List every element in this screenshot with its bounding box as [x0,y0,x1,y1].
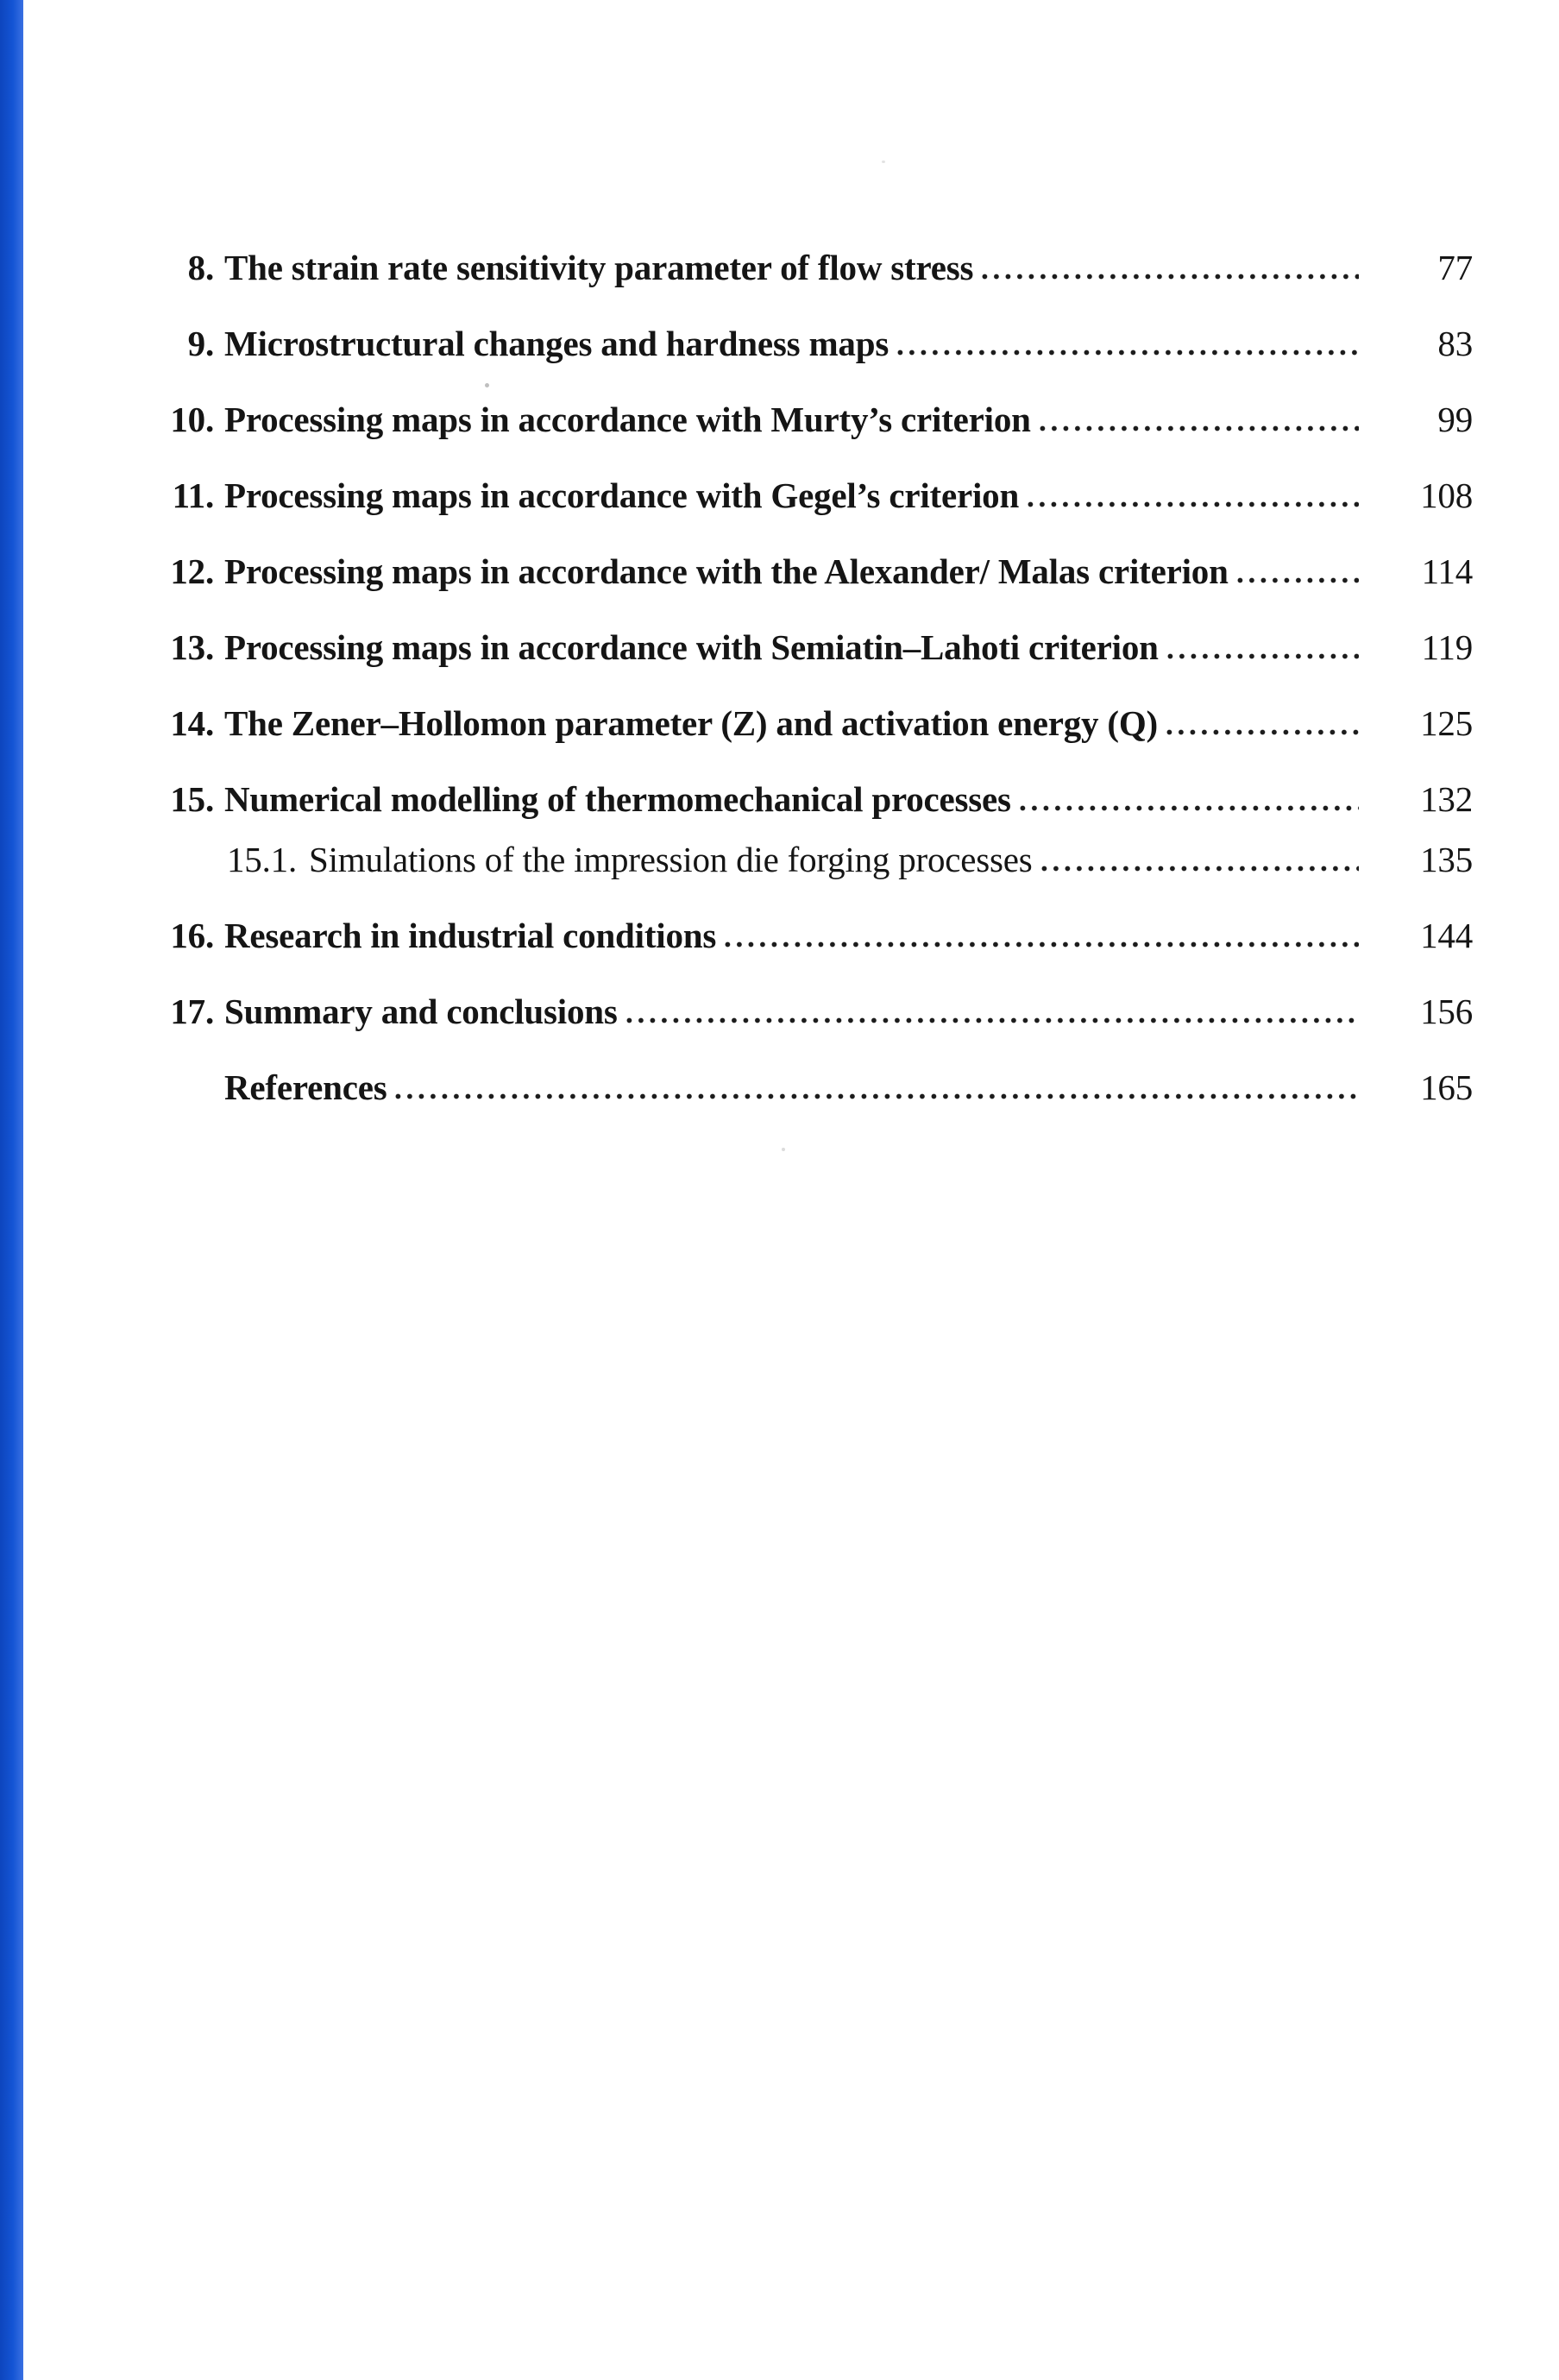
toc-entry [0,987,1559,1036]
toc-entry [0,775,1559,823]
toc-entry [0,699,1559,747]
toc-entry-title: Processing maps in accordance with Murty’s criterion [224,400,1031,439]
toc-entry-title: Processing maps in accordance with the Alexander/ Malas criterion [224,551,1229,591]
dot-leader [725,941,1359,948]
toc-entry-title: Microstructural changes and hardness maps [224,324,890,363]
dot-leader [1167,653,1359,659]
toc-entry-number: 16. [170,916,214,955]
toc-entry-title: Summary and conclusions [224,992,618,1031]
toc-entry-title: References [224,1067,387,1107]
toc-entry-page: 132 [1420,779,1473,819]
toc-entry [0,547,1559,595]
toc-entry-title: Processing maps in accordance with Semiatin–Lahoti criterion [224,627,1159,667]
toc-entry-page: 144 [1420,916,1473,955]
toc-entry-page: 99 [1437,400,1473,439]
dot-leader [1166,729,1359,735]
dot-leader [1028,501,1359,507]
toc-entry-number: 9. [187,324,214,363]
dot-leader [1237,577,1359,583]
dot-leader [982,274,1359,280]
toc-entry-number: 8. [187,248,214,287]
toc-entry-number: 11. [172,475,214,515]
toc-entry-title: The strain rate sensitivity parameter of flow stress [224,248,974,287]
toc-entry-number: 13. [170,627,214,667]
toc-entry-title: Research in industrial conditions [224,916,717,955]
toc-entry-page: 114 [1421,551,1473,591]
dot-leader [626,1017,1359,1023]
toc-entry [0,911,1559,960]
toc-entry-page: 156 [1420,992,1473,1031]
dot-leader [897,349,1359,356]
toc-subentry [0,835,1559,884]
dot-leader [395,1093,1359,1099]
dot-leader [1020,805,1359,811]
toc-entry [0,319,1559,368]
toc-entry [0,623,1559,671]
toc-entry-page: 108 [1420,475,1473,515]
dot-leader [1040,425,1359,431]
toc-entry-number: 10. [170,400,214,439]
toc-entry-number: 15.1. [227,840,298,879]
toc-entry-number: 12. [170,551,214,591]
toc-entry-number: 15. [170,779,214,819]
toc-entry-page: 135 [1420,840,1473,879]
toc-entry-page: 119 [1421,627,1473,667]
toc-entry-page: 83 [1437,324,1473,363]
toc-entry-title: Simulations of the impression die forging processes [309,840,1033,879]
dot-leader [1041,866,1359,872]
toc-entry-number: 17. [170,992,214,1031]
toc-entry-title: Processing maps in accordance with Gegel’s criterion [224,475,1020,515]
scan-speck [882,161,885,163]
scan-speck [782,1148,785,1151]
toc-entry-number: 14. [170,703,214,743]
toc-entry-page: 125 [1420,703,1473,743]
toc-entry [0,395,1559,444]
toc-entry [0,471,1559,519]
toc-entry-page: 165 [1420,1067,1473,1107]
toc-entry [0,243,1559,292]
toc-entry-page: 77 [1437,248,1473,287]
toc-entry-title: Numerical modelling of thermomechanical processes [224,779,1011,819]
toc-entry-title: The Zener–Hollomon parameter (Z) and activation energy (Q) [224,703,1158,743]
scan-speck [485,383,489,387]
toc-entry-references [0,1063,1559,1111]
